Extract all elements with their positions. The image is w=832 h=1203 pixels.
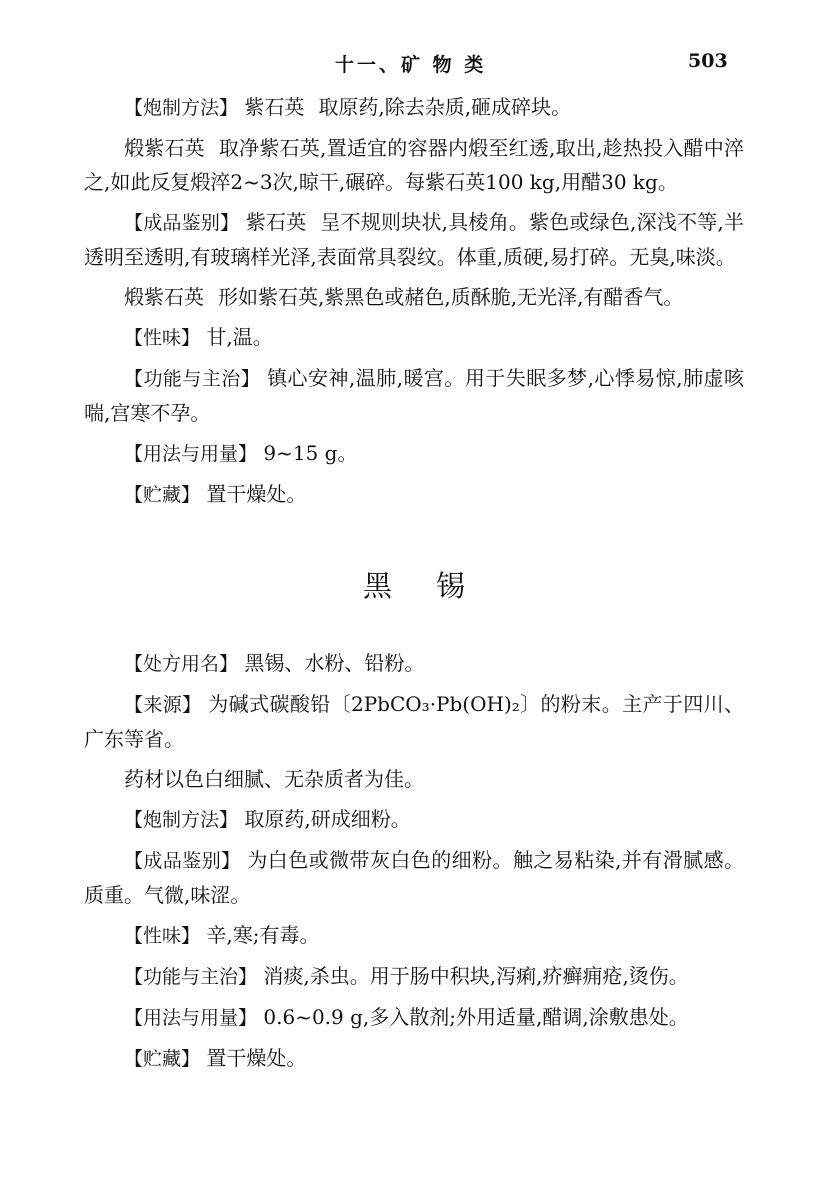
paragraph-text: 镇心安神,温肺,暖宫。用于失眠多梦,心悸易惊,肺虚咳喘,宫寒不孕。: [84, 366, 744, 425]
paragraph: [84, 687, 744, 756]
paragraph: [84, 320, 744, 355]
paragraph: [84, 90, 744, 125]
paragraph: [84, 802, 744, 837]
section-tag: 【功能与主治】: [124, 368, 261, 390]
paragraph-text: 为白色或微带灰白色的细粉。触之易粘染,并有滑腻感。质重。气微,味涩。: [84, 848, 745, 907]
chapter-title: 十一、矿 物 类: [335, 54, 487, 76]
paragraph: [84, 131, 744, 199]
paragraph-text: 甘,温。: [206, 325, 273, 349]
paragraph: [84, 205, 744, 274]
paragraph: [84, 280, 744, 314]
section-tag: 【贮藏】: [124, 1048, 201, 1070]
running-header: [0, 44, 832, 74]
paragraph: [84, 843, 744, 912]
paragraph-text: 呈不规则块状,具棱角。紫色或绿色,深浅不等,半透明至透明,有玻璃样光泽,表面常具裂纹。体重,质硬,易打碎。无臭,味淡。: [84, 210, 744, 269]
paragraph-text: 辛,寒;有毒。: [206, 923, 320, 947]
section-tag: 【性味】: [124, 925, 201, 947]
section-tag: 【炮制方法】: [124, 809, 239, 831]
paragraph-text: 药材以色白细腻、无杂质者为佳。: [124, 767, 424, 791]
section-tag: 【贮藏】: [124, 484, 201, 506]
paragraph: [84, 918, 744, 953]
paragraph: [84, 959, 744, 994]
section-tag: 【处方用名】: [124, 653, 239, 675]
paragraph-text: 取原药,除去杂质,砸成碎块。: [318, 95, 572, 119]
section-tag: 【成品鉴别】: [124, 850, 241, 872]
page-body: [84, 90, 744, 1076]
paragraph-text: 黑锡、水粉、铅粉。: [244, 651, 425, 675]
paragraph-text: 为碱式碳酸铅〔2PbCO₃·Pb(OH)₂〕的粉末。主产于四川、广东等省。: [84, 692, 744, 751]
paragraph-text: 置干燥处。: [206, 482, 307, 506]
paragraph: [84, 1041, 744, 1076]
section-tag: 【用法与用量】: [124, 1007, 258, 1029]
paragraph-text: 置干燥处。: [206, 1046, 307, 1070]
page-number: 503: [688, 50, 728, 72]
paragraph-text: 取净紫石英,置适宜的容器内煅至红透,取出,趁热投入醋中淬之,如此反复煅淬2~3次,晾干,碾碎。每紫石英100 kg,用醋30 kg。: [84, 136, 745, 194]
item-term: 紫石英: [245, 210, 307, 234]
section-tag: 【性味】: [124, 327, 201, 349]
paragraph-text: 9~15 g。: [263, 441, 358, 465]
paragraph-text: 0.6~0.9 g,多入散剂;外用适量,醋调,涂敷患处。: [263, 1005, 689, 1029]
paragraph: [84, 361, 744, 430]
section-tag: 【成品鉴别】: [124, 212, 240, 234]
section-tag: 【用法与用量】: [124, 443, 258, 465]
paragraph: [84, 1000, 744, 1035]
paragraph-text: 消痰,杀虫。用于肠中积块,泻痢,疥癣痈疮,烫伤。: [263, 964, 689, 988]
paragraph-text: 形如紫石英,紫黑色或赭色,质酥脆,无光泽,有醋香气。: [218, 285, 684, 309]
section-title: 黑锡: [362, 569, 509, 603]
paragraph: [84, 477, 744, 512]
section-tag: 【炮制方法】: [124, 97, 239, 119]
section-tag: 【来源】: [124, 694, 202, 716]
paragraph: [84, 762, 744, 796]
item-term: 煅紫石英: [124, 285, 204, 309]
item-term: 煅紫石英: [124, 136, 205, 160]
paragraph: [84, 436, 744, 471]
paragraph: [84, 646, 744, 681]
item-term: 紫石英: [244, 95, 305, 119]
paragraph-text: 取原药,研成细粉。: [244, 807, 411, 831]
section-tag: 【功能与主治】: [124, 966, 258, 988]
